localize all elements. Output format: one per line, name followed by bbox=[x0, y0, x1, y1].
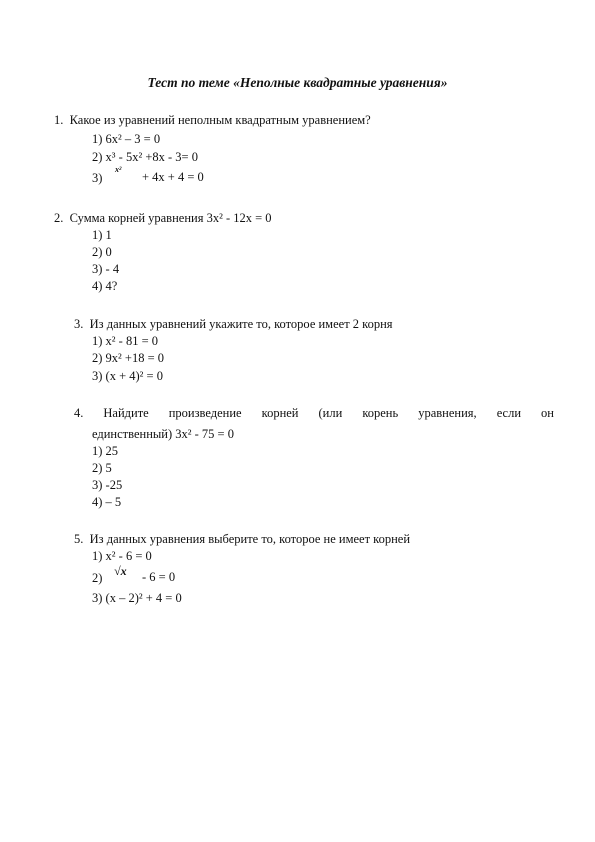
question-1-option-3-formula: x² bbox=[115, 165, 122, 174]
question-4-number: 4. bbox=[74, 406, 84, 420]
question-2-option-3: 3) - 4 bbox=[92, 262, 120, 276]
question-4-word: (или bbox=[318, 406, 343, 420]
question-4-word: произведение bbox=[168, 406, 242, 420]
question-4-option-4: 4) – 5 bbox=[92, 495, 122, 509]
question-4-word: корней bbox=[261, 406, 299, 420]
question-2-option-4: 4) 4? bbox=[92, 279, 118, 293]
question-1-option-2: 2) x³ - 5x² +8x - 3= 0 bbox=[92, 150, 198, 164]
question-2 bbox=[54, 212, 272, 225]
question-1-option-3-text: + 4x + 4 = 0 bbox=[142, 170, 204, 184]
question-3-option-1: 1) x² - 81 = 0 bbox=[92, 334, 158, 348]
question-2-text: Сумма корней уравнения 3x² - 12x = 0 bbox=[69, 211, 272, 225]
question-5-option-3: 3) (x – 2)² + 4 = 0 bbox=[92, 591, 182, 605]
question-5-option-2-number: 2) bbox=[92, 571, 103, 585]
question-5-option-2-text: - 6 = 0 bbox=[142, 570, 176, 584]
question-4-line-1 bbox=[74, 407, 554, 420]
question-4-option-3: 3) -25 bbox=[92, 478, 123, 492]
question-4-word: он bbox=[541, 406, 554, 420]
question-4-option-2: 2) 5 bbox=[92, 461, 112, 475]
question-4-word: если bbox=[496, 406, 522, 420]
question-1-option-1: 1) 6x² – 3 = 0 bbox=[92, 132, 161, 146]
page-title: Тест по теме «Неполные квадратные уравнения» bbox=[147, 75, 448, 90]
question-1-option-3-number: 3) bbox=[92, 171, 103, 185]
question-3-number: 3. bbox=[74, 317, 84, 331]
question-4-option-1: 1) 25 bbox=[92, 444, 119, 458]
question-5-number: 5. bbox=[74, 532, 84, 546]
question-1 bbox=[54, 114, 371, 127]
question-3 bbox=[74, 318, 393, 331]
question-2-number: 2. bbox=[54, 211, 64, 225]
question-2-option-1: 1) 1 bbox=[92, 228, 112, 242]
question-4-word: корень bbox=[362, 406, 399, 420]
question-5-text: Из данных уравнения выберите то, которое не имеет корней bbox=[89, 532, 411, 546]
question-5-option-1: 1) x² - 6 = 0 bbox=[92, 549, 152, 563]
question-3-option-2: 2) 9x² +18 = 0 bbox=[92, 351, 165, 365]
question-4-line-2: единственный) 3x² - 75 = 0 bbox=[92, 427, 234, 441]
question-5-option-2-formula: √x bbox=[114, 564, 127, 578]
question-1-number: 1. bbox=[54, 113, 64, 127]
question-3-text: Из данных уравнений укажите то, которое имеет 2 корня bbox=[89, 317, 393, 331]
question-2-option-2: 2) 0 bbox=[92, 245, 112, 259]
question-4-word: уравнения, bbox=[418, 406, 477, 420]
question-3-option-3: 3) (x + 4)² = 0 bbox=[92, 369, 163, 383]
question-5 bbox=[74, 533, 410, 546]
question-4-word: Найдите bbox=[103, 406, 149, 420]
question-1-text: Какое из уравнений неполным квадратным уравнением? bbox=[69, 113, 371, 127]
